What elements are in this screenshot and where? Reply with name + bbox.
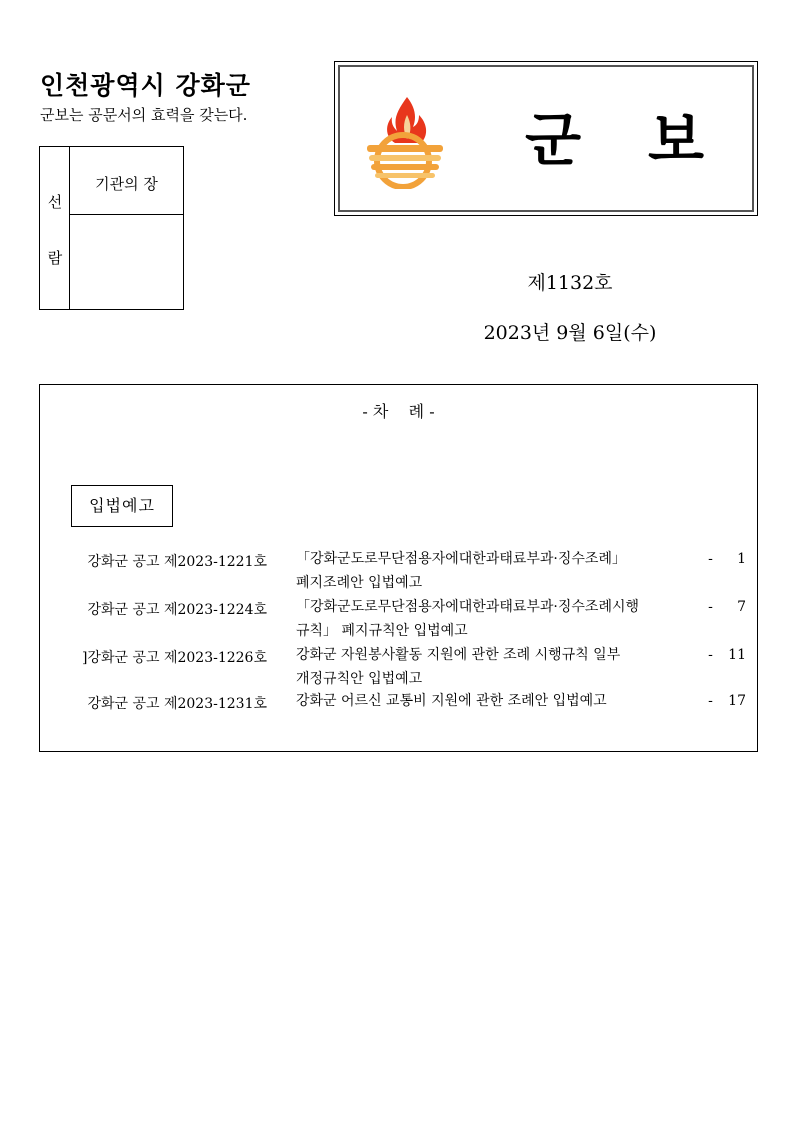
approval-side-column [40,147,70,309]
toc-notice-title [296,547,706,595]
toc-section-label: 입법예고 [71,485,173,527]
toc-title: - 차 례 - [362,402,435,421]
city-title: 인천광역시 강화군 [40,71,251,100]
toc-title-line: 강화군 자원봉사활동 지원에 관한 조례 시행규칙 일부 [296,647,621,663]
masthead [334,61,758,216]
approval-side-char: 선 [47,193,63,211]
toc-notice-title [296,643,706,691]
masthead-title-char: 군 [525,106,582,174]
toc-notice-number: ]강화군 공고 제2023-1226호 [81,650,267,666]
toc-title-line: 폐지조례안 입법예고 [296,575,423,591]
toc-notice-number: 강화군 공고 제2023-1221호 [87,554,267,570]
toc-dash: - [708,599,713,615]
toc-page-number: 11 [728,647,746,663]
toc-page-number: 1 [737,551,746,567]
toc-title-line: 개정규칙안 입법예고 [296,671,423,687]
issue-date: 2023년 9월 6일(수) [483,322,657,344]
approval-head-label: 기관의 장 [70,147,183,215]
masthead-title-char: 보 [648,106,705,174]
toc-dash: - [708,551,713,567]
toc-title-line: 규칙」 폐지규칙안 입법예고 [296,623,468,639]
toc-notice-number: 강화군 공고 제2023-1224호 [87,602,267,618]
approval-box [39,146,184,310]
toc-title-line: 「강화군도로무단점용자에대한과태료부과·징수조례」 [296,551,626,567]
toc-notice-title [296,595,706,643]
table-of-contents [39,384,758,752]
issue-number: 제1132호 [527,272,613,294]
toc-page-number: 7 [737,599,746,615]
bulletin-subtitle: 군보는 공문서의 효력을 갖는다. [40,106,248,124]
toc-dash: - [708,693,713,709]
ganghwa-county-emblem-icon [363,93,447,189]
toc-title-line: 「강화군도로무단점용자에대한과태료부과·징수조례시행 [296,599,640,615]
toc-dash: - [708,647,713,663]
toc-page-number: 17 [728,693,746,709]
toc-notice-title [296,689,706,713]
approval-side-char: 람 [47,249,63,267]
toc-notice-number: 강화군 공고 제2023-1231호 [87,696,267,712]
toc-title-line: 강화군 어르신 교통비 지원에 관한 조례안 입법예고 [296,693,607,709]
